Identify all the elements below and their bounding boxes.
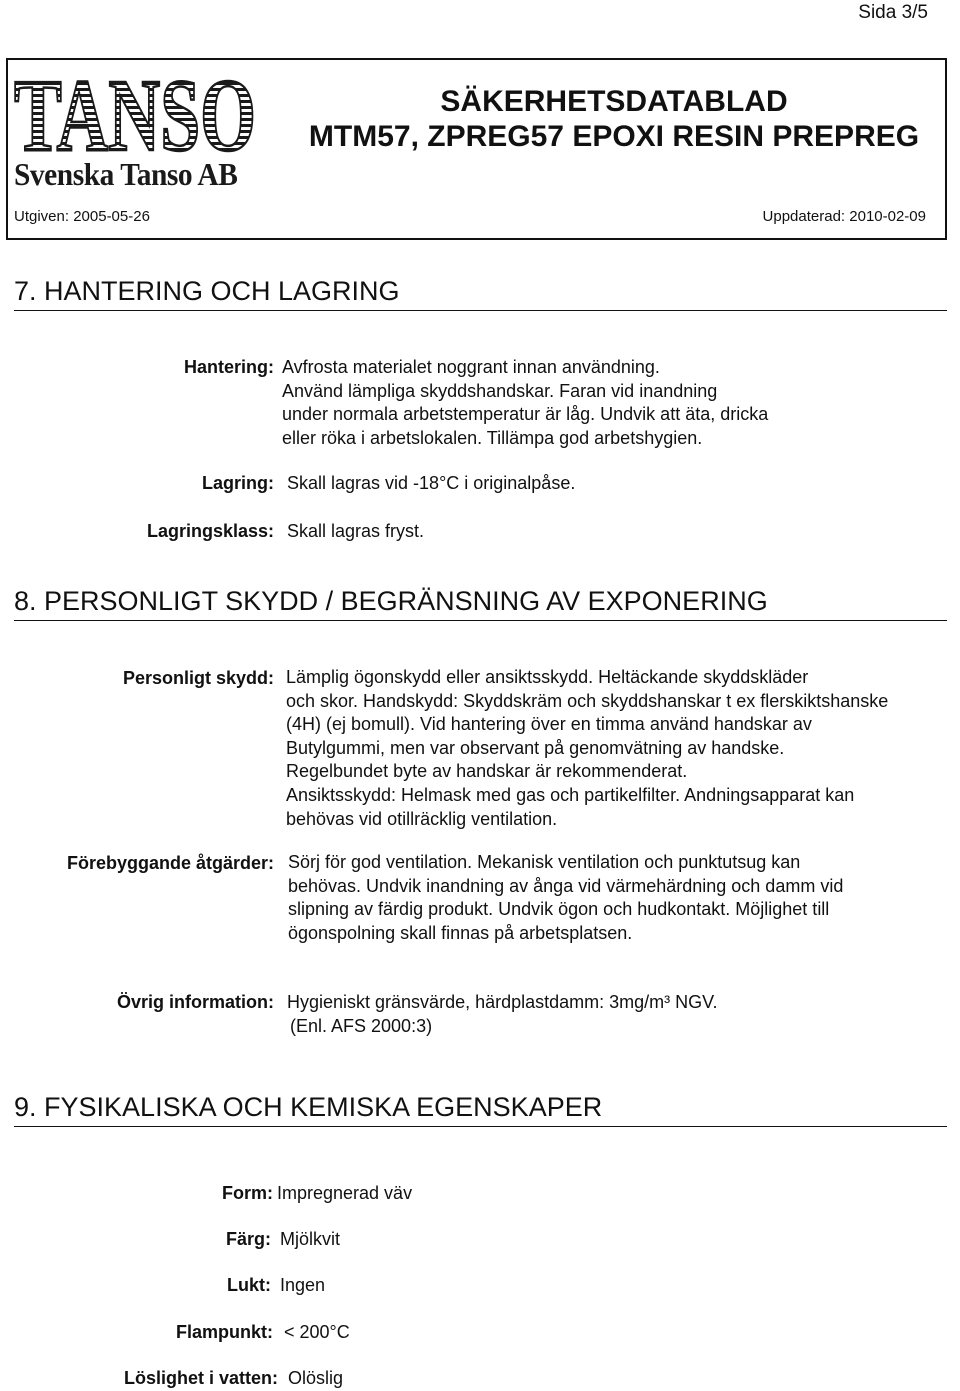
other-info-text — [287, 991, 718, 1038]
page-number: Sida 3/5 — [858, 2, 928, 23]
section-9-heading: 9. FYSIKALISKA OCH KEMISKA EGENSKAPER — [14, 1092, 947, 1127]
flash-point-label: Flampunkt: — [176, 1322, 273, 1342]
preventive-line: behövas. Undvik inandning av ånga vid värmehärdning och damm vid — [288, 875, 844, 896]
flash-point-value: < 200°C — [284, 1322, 350, 1342]
color-value: Mjölkvit — [280, 1229, 341, 1249]
product-title: MTM57, ZPREG57 EPOXI RESIN PREPREG — [308, 120, 920, 153]
handling-label: Hantering: — [184, 357, 274, 377]
personal-line: Ansiktsskydd: Helmask med gas och partikelfilter. Andningsapparat kan — [286, 784, 855, 805]
form-value: Impregnerad väv — [277, 1183, 413, 1203]
color-label: Färg: — [226, 1229, 271, 1249]
solubility-label: Löslighet i vatten: — [123, 1368, 278, 1388]
logo-text: TANSO — [14, 70, 256, 158]
company-name: Svenska Tanso AB — [14, 156, 238, 192]
preventive-measures-label: Förebyggande åtgärder: — [66, 853, 274, 873]
form-label: Form: — [222, 1183, 273, 1203]
handling-line: Avfrosta materialet noggrant innan användning. — [282, 357, 660, 377]
other-info-line: (Enl. AFS 2000:3) — [290, 1015, 433, 1036]
other-info-line: Hygieniskt gränsvärde, härdplastdamm: 3mg/m³ NGV. — [287, 992, 718, 1012]
personal-line: och skor. Handskydd: Skyddskräm och skyddshanskar t ex flerskiktshanske — [286, 690, 889, 711]
preventive-line: slipning av färdig produkt. Undvik ögon och hudkontakt. Möjlighet till — [288, 899, 830, 920]
storage-label: Lagring: — [202, 473, 274, 493]
document-title: SÄKERHETSDATABLAD — [440, 85, 788, 118]
personal-line: (4H) (ej bomull). Vid hantering över en timma använd handskar av — [286, 714, 812, 735]
preventive-line: Sörj för god ventilation. Mekanisk ventilation och punktutsug kan — [288, 852, 801, 872]
handling-text — [282, 356, 768, 450]
issue-date: Utgiven: 2005-05-26 — [14, 208, 150, 225]
update-date: Uppdaterad: 2010-02-09 — [762, 208, 926, 225]
solubility-value: Olöslig — [288, 1368, 344, 1388]
storage-class-value: Skall lagras fryst. — [287, 521, 425, 541]
odor-label: Lukt: — [227, 1275, 271, 1295]
personal-line: Regelbundet byte av handskar är rekommenderat. — [286, 761, 688, 782]
personal-line: Lämplig ögonskydd eller ansiktsskydd. Heltäckande skyddskläder — [286, 667, 809, 687]
handling-line: under normala arbetstemperatur är låg. Undvik att äta, dricka — [282, 404, 769, 425]
other-info-label: Övrig information: — [117, 992, 274, 1012]
storage-class-label: Lagringsklass: — [146, 521, 274, 541]
personal-protection-text — [286, 666, 958, 831]
odor-value: Ingen — [280, 1275, 326, 1295]
preventive-measures-text — [288, 851, 843, 945]
storage-value: Skall lagras vid -18°C i originalpåse. — [287, 473, 576, 493]
tanso-logo — [14, 70, 259, 158]
personal-protection-label: Personligt skydd: — [122, 668, 274, 688]
section-8-heading: 8. PERSONLIGT SKYDD / BEGRÄNSNING AV EXPONERING — [14, 586, 947, 621]
personal-line: Butylgummi, men var observant på genomvätning av handske. — [286, 737, 785, 758]
section-7-heading: 7. HANTERING OCH LAGRING — [14, 276, 947, 311]
personal-line: behövas vid otillräcklig ventilation. — [286, 808, 558, 829]
preventive-line: ögonspolning skall finnas på arbetsplatsen. — [288, 922, 633, 943]
handling-line: eller röka i arbetslokalen. Tillämpa god arbetshygien. — [282, 427, 703, 448]
handling-line: Använd lämpliga skyddshandskar. Faran vid inandning — [282, 380, 718, 401]
